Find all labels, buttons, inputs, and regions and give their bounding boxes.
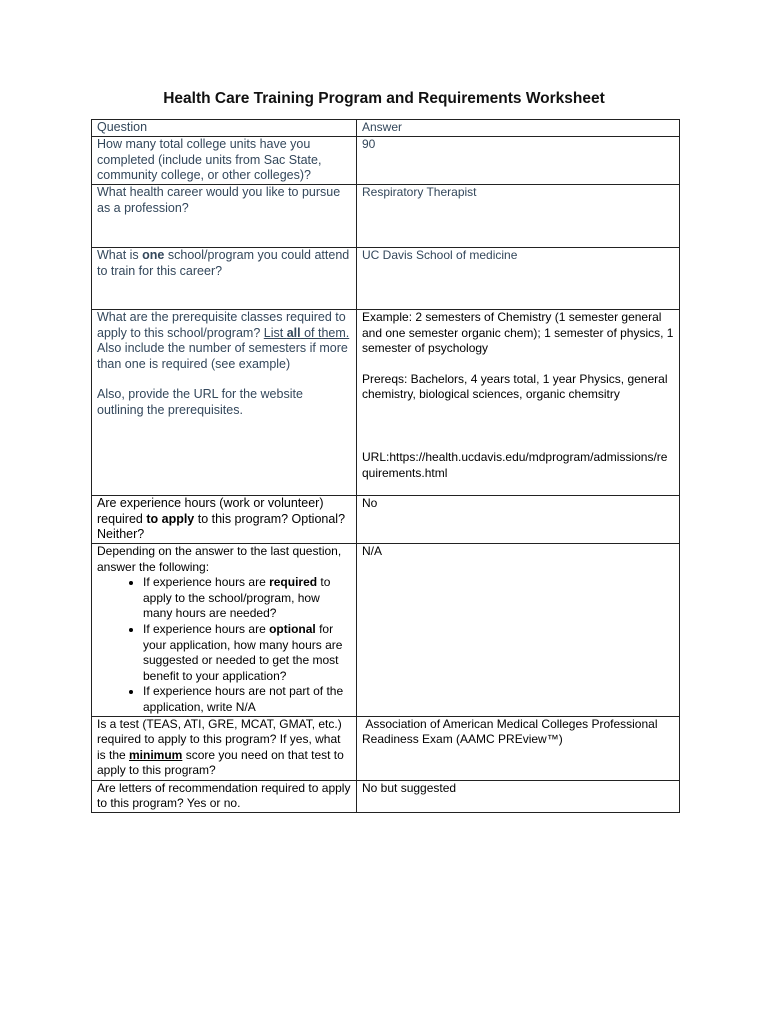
table-row (92, 137, 680, 185)
bullet-list (97, 575, 351, 715)
question-experience-pre: Are experience hours (work or volunteer) required (97, 496, 324, 526)
answer-prereqs-example: Example: 2 semesters of Chemistry (1 semester general and one semester organic chem); 1 semester of physics, 1 semester of psychology (362, 310, 674, 356)
question-prereqs-list-link (264, 326, 349, 340)
question-test-pre: Is a test (TEAS, ATI, GRE, MCAT, GMAT, etc.) required to apply to this program? If yes, what is the (97, 716, 342, 762)
question-units: How many total college units have you completed (include units from Sac State, community college, or other colleges)? (92, 137, 357, 185)
answer-prereqs-list: Prereqs: Bachelors, 4 years total, 1 year Physics, general chemistry, biological sciences, organic chemsitry (362, 371, 668, 402)
question-school-post: school/program you could attend to train for this career? (97, 248, 350, 278)
question-prereqs-link-post: of them. (300, 325, 350, 340)
answer-test: Association of American Medical Colleges Professional Readiness Exam (AAMC PREview™) (357, 716, 680, 780)
spacer (97, 372, 351, 387)
question-career: What health career would you like to pursue as a profession? (92, 185, 357, 248)
question-school (92, 248, 357, 310)
answer-experience: No (357, 496, 680, 544)
table-row (92, 544, 680, 717)
bullet-2-bold: optional (269, 621, 316, 636)
list-item (143, 622, 351, 684)
question-depending-intro: Depending on the answer to the last question, answer the following: (97, 544, 342, 574)
table-row (92, 248, 680, 310)
question-prereqs-link-pre: List (263, 325, 287, 340)
question-experience (92, 496, 357, 544)
question-prereqs-post: Also include the number of semesters if more than one is required (see example) (97, 341, 348, 371)
question-letters: Are letters of recommendation required to apply to this program? Yes or no. (92, 780, 357, 812)
question-prereqs (92, 310, 357, 496)
answer-prereqs-url: URL:https://health.ucdavis.edu/mdprogram/admissions/requirements.html (362, 449, 668, 480)
bullet-2-post: for your application, how many hours are suggested or needed to get the most benefit to your application? (143, 621, 343, 683)
bullet-1-bold: required (269, 575, 318, 590)
answer-depending: N/A (357, 544, 680, 717)
bullet-1-post: to apply to the school/program, how many hours are needed? (143, 575, 331, 621)
table-row (92, 716, 680, 780)
table-row (92, 780, 680, 812)
question-test (92, 716, 357, 780)
question-depending (92, 544, 357, 717)
list-item: • If experience hours are not part of the application, write N/A (143, 684, 351, 715)
worksheet-table (91, 119, 680, 813)
answer-career: Respiratory Therapist (357, 185, 680, 248)
question-school-bold: one (142, 248, 165, 262)
header-row (92, 120, 680, 137)
answer-header: Answer (357, 120, 680, 137)
answer-units: 90 (357, 137, 680, 185)
question-prereqs-pre: What are the prerequisite classes required to apply to this school/program? (97, 310, 346, 340)
table-row (92, 185, 680, 248)
question-experience-post: to this program? Optional? Neither? (97, 511, 346, 542)
question-school-pre: What is (97, 248, 143, 262)
table-row (92, 310, 680, 496)
bullet-1-pre: If experience hours are (143, 575, 270, 590)
answer-prereqs (357, 310, 680, 496)
table-row (92, 496, 680, 544)
bullet-2-pre: If experience hours are (143, 621, 270, 636)
spacer (362, 357, 674, 372)
question-test-bold: minimum (129, 747, 183, 762)
spacer (362, 403, 674, 450)
question-prereqs-url: Also, provide the URL for the website outlining the prerequisites. (97, 387, 303, 417)
list-item (143, 575, 351, 622)
answer-school: UC Davis School of medicine (357, 248, 680, 310)
question-header: Question (92, 120, 357, 137)
answer-letters: No but suggested (357, 780, 680, 812)
page-title: Health Care Training Program and Requirements Worksheet (163, 90, 605, 107)
question-test-post: score you need on that test to apply to this program? (97, 747, 344, 778)
question-experience-bold: to apply (146, 511, 195, 526)
question-prereqs-link-bold: all (286, 325, 301, 340)
